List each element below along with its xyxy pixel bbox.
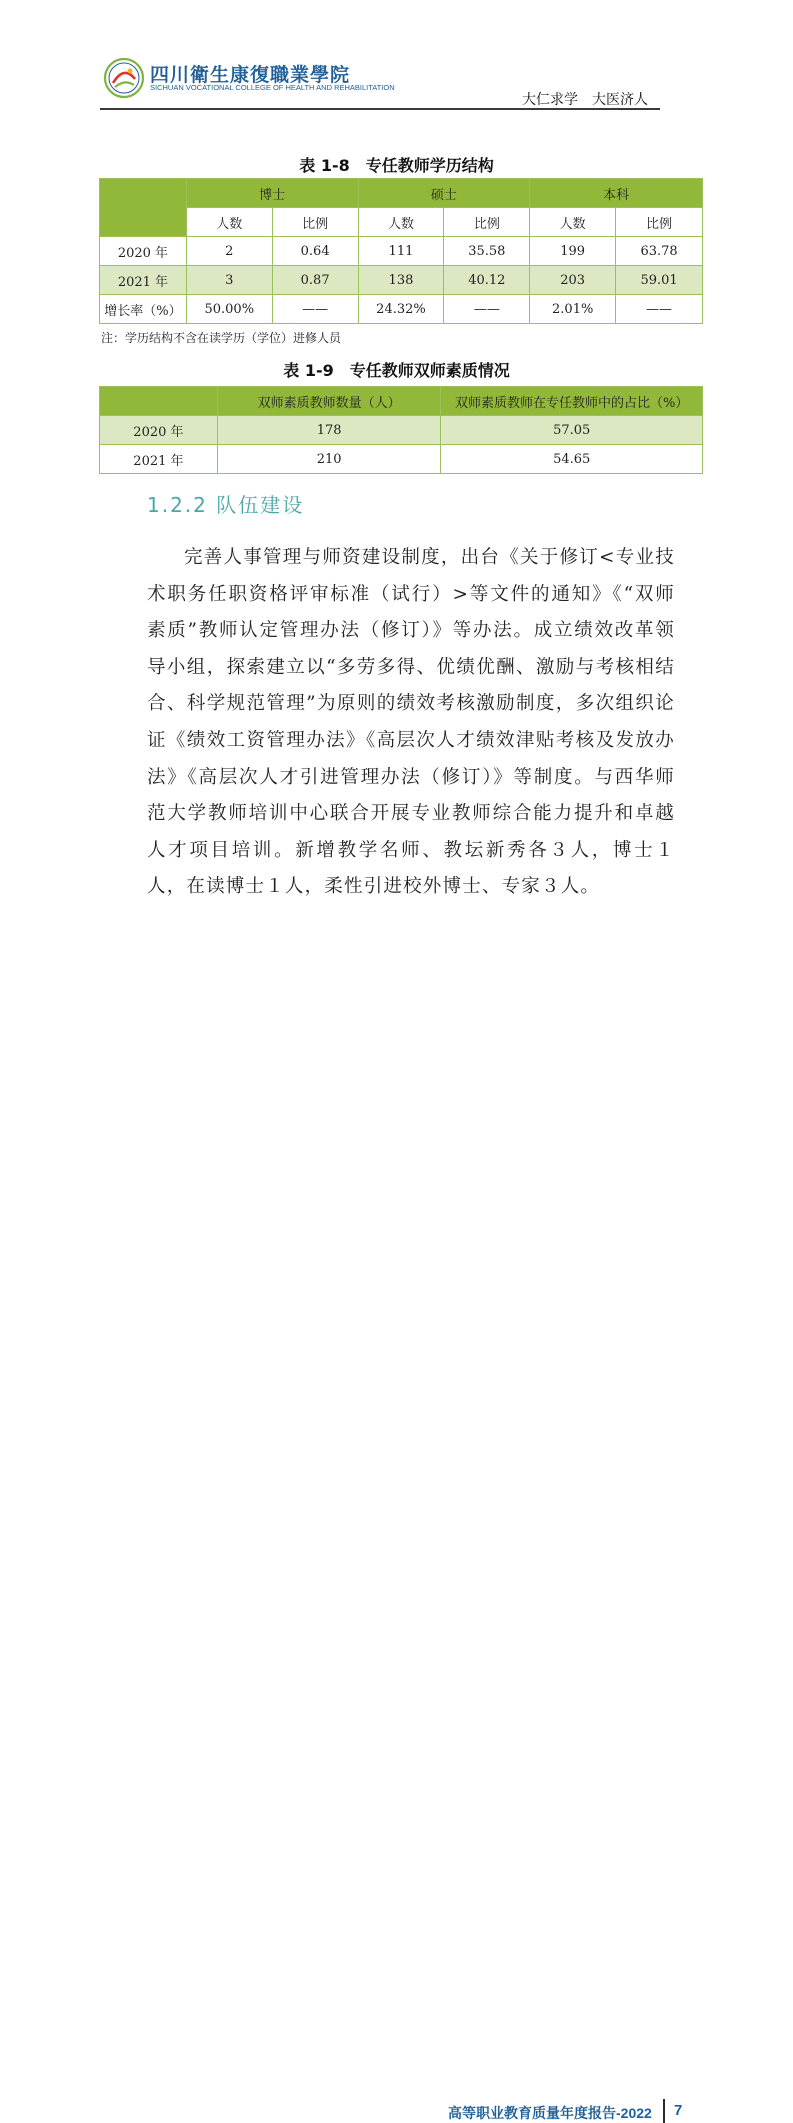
college-motto: 大仁求学 大医济人 [522,91,648,107]
education-structure-table [99,178,703,324]
footer-divider [663,2099,665,2123]
table-cell: —— [272,295,358,324]
college-logo-icon [103,57,145,99]
dual-qualified-teachers-table [99,386,703,474]
table-cell: 63.78 [616,237,703,266]
report-title: 高等职业教育质量年度报告-2022 [448,2105,652,2121]
table-cell: 57.05 [441,416,703,445]
table-cell: 40.12 [444,266,530,295]
section-heading: 1.2.2 队伍建设 [147,493,305,517]
table-corner-cell [100,387,218,416]
subheader-cell: 比例 [272,208,358,237]
header-divider [100,108,660,110]
group-header-master: 硕士 [358,179,530,208]
table1-note: 注：学历结构不含在读学历（学位）进修人员 [101,331,342,345]
group-header-bachelor: 本科 [530,179,703,208]
table2-caption: 表 1-9 专任教师双师素质情况 [283,361,510,380]
page-header [0,0,793,110]
subheader-cell: 比例 [616,208,703,237]
table-subheader-row [100,208,703,237]
table1-caption: 表 1-8 专任教师学历结构 [299,156,494,175]
table-cell: 2 [186,237,272,266]
table-row [100,416,703,445]
table-cell: 24.32% [358,295,444,324]
row-label: 2020 年 [100,416,218,445]
table-cell: 199 [530,237,616,266]
college-name-en: SICHUAN VOCATIONAL COLLEGE OF HEALTH AND REHABILITATION [150,83,395,92]
subheader-cell: 人数 [186,208,272,237]
header-cell: 双师素质教师数量（人） [217,387,441,416]
subheader-cell: 人数 [358,208,444,237]
table-cell: 54.65 [441,445,703,474]
section-paragraph: 完善人事管理与师资建设制度，出台《关于修订<专业技术职务任职资格评审标准（试行）>等文件的通知》《“双师素质”教师认定管理办法（修订）》等办法。成立绩效改革领导小组，探索建立以“多劳多得、优绩优酬、激励与考核相结合、科学规范管理”为原则的绩效考核激励制度，多次组织论证《绩效工资管理办法》《高层次人才绩效津贴考核及发放办法》《高层次人才引进管理办法（修订）》等制度。与西华师范大学教师培训中心联合开展专业教师综合能力提升和卓越人才项目培训。新增教学名师、教坛新秀各３人，博士１人，在读博士１人，柔性引进校外博士、专家３人。 [147,547,675,898]
table-cell: 138 [358,266,444,295]
page-footer [0,1049,793,2121]
table-cell: 0.87 [272,266,358,295]
table-cell: 50.00% [186,295,272,324]
college-name-cn: 四川衛生康復職業學院 [150,64,351,86]
subheader-cell: 人数 [530,208,616,237]
table-cell: 178 [217,416,441,445]
row-label: 2020 年 [100,237,187,266]
header-cell: 双师素质教师在专任教师中的占比（%） [441,387,703,416]
table-cell: 2.01% [530,295,616,324]
table-cell: —— [616,295,703,324]
table-row [100,266,703,295]
table-row [100,237,703,266]
table-cell: 203 [530,266,616,295]
table-cell: 3 [186,266,272,295]
row-label: 2021 年 [100,445,218,474]
page-number: 7 [674,2102,683,2119]
table-row [100,445,703,474]
table-header-row [100,179,703,208]
group-header-phd: 博士 [186,179,358,208]
subheader-cell: 比例 [444,208,530,237]
row-label: 增长率（%） [100,295,187,324]
table-header-row [100,387,703,416]
table-cell: 111 [358,237,444,266]
row-label: 2021 年 [100,266,187,295]
table-corner-cell [100,179,187,237]
table-cell: 59.01 [616,266,703,295]
table-row [100,295,703,324]
table-cell: 210 [217,445,441,474]
table-cell: 0.64 [272,237,358,266]
table-cell: —— [444,295,530,324]
table-cell: 35.58 [444,237,530,266]
